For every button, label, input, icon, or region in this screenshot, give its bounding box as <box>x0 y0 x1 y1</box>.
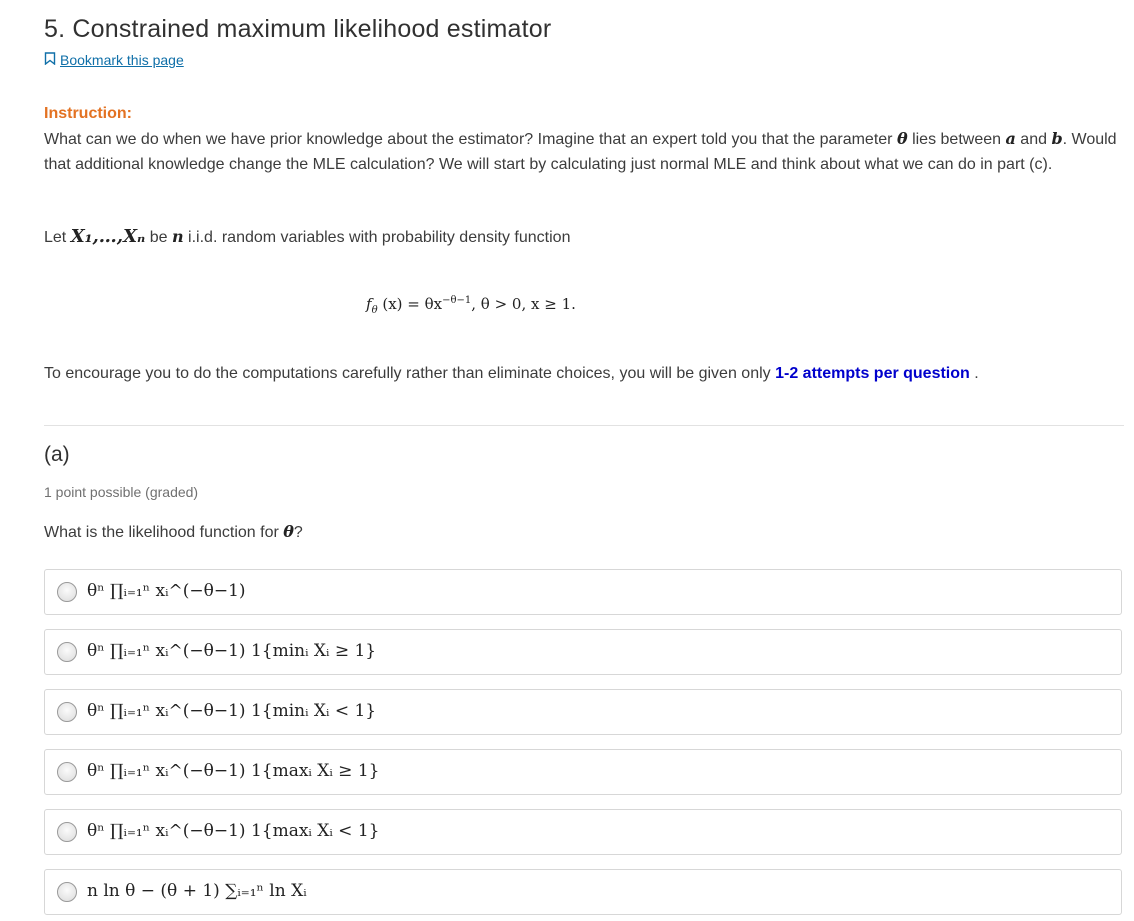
choice-label: θⁿ ∏ᵢ₌₁ⁿ xᵢ^(−θ−1) 1{maxᵢ Xᵢ < 1} <box>87 821 380 841</box>
choice-5[interactable] <box>44 809 1122 855</box>
instruction-paragraph <box>44 127 1119 177</box>
section-divider <box>44 425 1124 426</box>
choice-label: θⁿ ∏ᵢ₌₁ⁿ xᵢ^(−θ−1) 1{minᵢ Xᵢ ≥ 1} <box>87 641 377 661</box>
bookmark-label: Bookmark this page <box>60 52 184 68</box>
density-formula: $f_\theta$ $(x) = \theta x^{-\theta-1}$, θ > 0, x ≥ 1. <box>366 295 576 316</box>
choice-3[interactable] <box>44 689 1122 735</box>
choice-6[interactable] <box>44 869 1122 915</box>
instruction-text-4: . Would that additional knowledge change the MLE calculation? We will start by calculating just normal MLE and think about what we can do in part (c). <box>44 131 1117 173</box>
radio-button[interactable] <box>57 702 77 722</box>
theta-symbol: θ <box>896 129 908 148</box>
radio-button[interactable] <box>57 822 77 842</box>
instruction-text-1: What can we do when we have prior knowledge about the estimator? Imagine that an expert told you that the parameter <box>44 131 897 148</box>
choice-label: n ln θ − (θ + 1) ∑ᵢ₌₁ⁿ ln Xᵢ <box>87 881 307 901</box>
radio-button[interactable] <box>57 882 77 902</box>
choice-4[interactable] <box>44 749 1122 795</box>
be-text: be <box>145 229 172 246</box>
choice-2[interactable] <box>44 629 1122 675</box>
choice-label: θⁿ ∏ᵢ₌₁ⁿ xᵢ^(−θ−1) 1{maxᵢ Xᵢ ≥ 1} <box>87 761 380 781</box>
b-symbol: b <box>1051 129 1063 148</box>
n-symbol: n <box>171 227 184 246</box>
radio-button[interactable] <box>57 582 77 602</box>
a-symbol: a <box>1005 129 1016 148</box>
attempts-emphasis: 1-2 attempts per question <box>775 365 970 382</box>
bookmark-icon <box>44 52 56 68</box>
bookmark-link[interactable] <box>44 52 184 68</box>
attempts-text: To encourage you to do the computations carefully rather than eliminate choices, you will be given only <box>44 365 776 382</box>
part-a-label: (a) <box>44 443 70 466</box>
points-possible: 1 point possible (graded) <box>44 484 199 500</box>
radio-button[interactable] <box>57 642 77 662</box>
page-title: 5. Constrained maximum likelihood estimator <box>44 15 552 43</box>
instruction-label: Instruction: <box>44 105 132 122</box>
choice-label: θⁿ ∏ᵢ₌₁ⁿ xᵢ^(−θ−1) <box>87 581 246 601</box>
question-text: What is the likelihood function for θ? <box>44 522 303 541</box>
random-variables: X₁,…,Xₙ <box>70 226 146 247</box>
choice-1[interactable] <box>44 569 1122 615</box>
variables-paragraph <box>44 225 570 251</box>
pdf-text: i.i.d. random variables with probability density function <box>183 229 571 246</box>
choice-label: θⁿ ∏ᵢ₌₁ⁿ xᵢ^(−θ−1) 1{minᵢ Xᵢ < 1} <box>87 701 377 721</box>
attempts-end: . <box>969 365 979 382</box>
let-text: Let <box>44 229 71 246</box>
attempts-paragraph <box>44 362 979 387</box>
radio-button[interactable] <box>57 762 77 782</box>
instruction-text-3: and <box>1015 131 1052 148</box>
instruction-text-2: lies between <box>907 131 1006 148</box>
